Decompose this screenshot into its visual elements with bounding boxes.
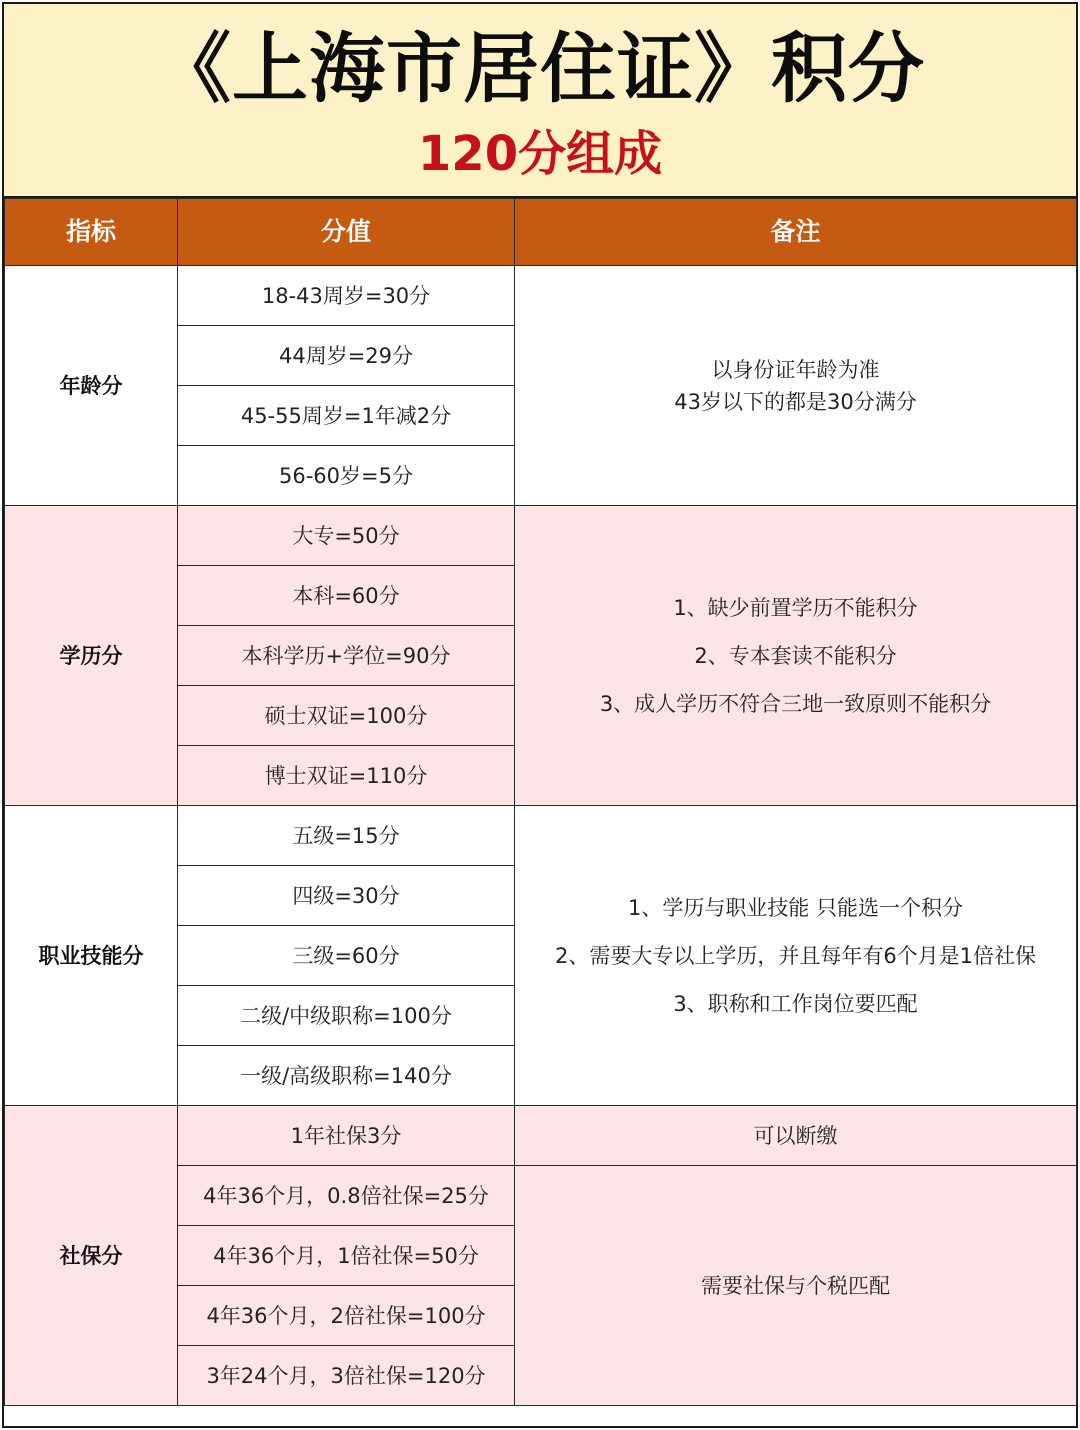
score-cell: 四级=30分 xyxy=(178,866,515,926)
category-social-security: 社保分 xyxy=(5,1106,178,1406)
remark-line: 1、缺少前置学历不能积分 xyxy=(673,595,918,620)
score-cell: 硕士双证=100分 xyxy=(178,686,515,746)
remark-age xyxy=(515,266,1077,506)
table-row xyxy=(5,266,1077,326)
infographic-frame xyxy=(2,2,1078,1428)
score-cell: 4年36个月，0.8倍社保=25分 xyxy=(178,1166,515,1226)
table-header-row xyxy=(5,199,1077,266)
page-title: 《上海市居住证》积分 xyxy=(155,24,925,113)
score-cell: 五级=15分 xyxy=(178,806,515,866)
score-cell: 18-43周岁=30分 xyxy=(178,266,515,326)
score-cell: 本科学历+学位=90分 xyxy=(178,626,515,686)
table-row xyxy=(5,1106,1077,1166)
score-cell: 1年社保3分 xyxy=(178,1106,515,1166)
column-header-remark: 备注 xyxy=(515,199,1077,266)
remark-line: 2、专本套读不能积分 xyxy=(694,643,897,668)
score-cell: 本科=60分 xyxy=(178,566,515,626)
remark-line: 3、职称和工作岗位要匹配 xyxy=(673,991,918,1016)
score-cell: 45-55周岁=1年减2分 xyxy=(178,386,515,446)
remark-line: 43岁以下的都是30分满分 xyxy=(674,389,917,414)
column-header-indicator: 指标 xyxy=(5,199,178,266)
category-age: 年龄分 xyxy=(5,266,178,506)
category-education: 学历分 xyxy=(5,506,178,806)
score-cell: 三级=60分 xyxy=(178,926,515,986)
table-row xyxy=(5,806,1077,866)
category-vocational-skill: 职业技能分 xyxy=(5,806,178,1106)
remark-vocational-skill xyxy=(515,806,1077,1106)
score-cell: 44周岁=29分 xyxy=(178,326,515,386)
remark-line: 2、需要大专以上学历，并且每年有6个月是1倍社保 xyxy=(554,943,1037,968)
page-subtitle: 120分组成 xyxy=(417,126,663,182)
score-cell: 56-60岁=5分 xyxy=(178,446,515,506)
score-cell: 4年36个月，1倍社保=50分 xyxy=(178,1226,515,1286)
column-header-score: 分值 xyxy=(178,199,515,266)
score-cell: 3年24个月，3倍社保=120分 xyxy=(178,1346,515,1406)
score-cell: 大专=50分 xyxy=(178,506,515,566)
table-row xyxy=(5,506,1077,566)
remark-line: 1、学历与职业技能 只能选一个积分 xyxy=(627,895,964,920)
header-banner xyxy=(4,4,1076,198)
score-cell: 二级/中级职称=100分 xyxy=(178,986,515,1046)
remark-education xyxy=(515,506,1077,806)
score-cell: 一级/高级职称=140分 xyxy=(178,1046,515,1106)
points-table xyxy=(4,198,1077,1406)
score-cell: 4年36个月，2倍社保=100分 xyxy=(178,1286,515,1346)
remark-social-security-first: 可以断缴 xyxy=(515,1106,1077,1166)
remark-line: 3、成人学历不符合三地一致原则不能积分 xyxy=(599,691,992,716)
score-cell: 博士双证=110分 xyxy=(178,746,515,806)
remark-social-security: 需要社保与个税匹配 xyxy=(515,1166,1077,1406)
remark-line: 以身份证年龄为准 xyxy=(711,357,880,382)
